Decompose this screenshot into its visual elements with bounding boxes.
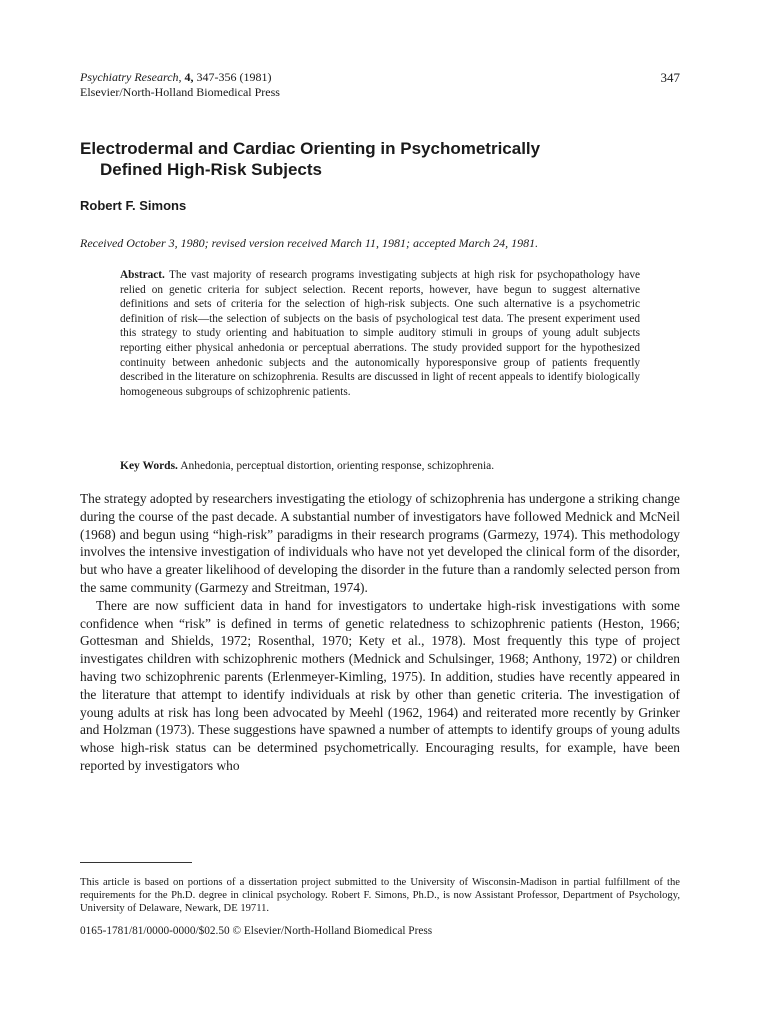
author-name: Robert F. Simons	[80, 198, 187, 213]
journal-name: Psychiatry Research,	[80, 70, 182, 84]
abstract-text: The vast majority of research programs investigating subjects at high risk for psychopathology have relied on genetic criteria for subject selection. Recent reports, however, have begun to suggest alternative definitions and sets of criteria for the selection of high-risk subjects. One such alternative is a psychometric definition of risk—the selection of subjects on the basis of psychological test data. The present experiment used this strategy to study orienting and habituation to simple auditory stimuli in groups of young adult subjects reporting either physical anhedonia or perceptual aberrations. The study provided support for the hypothesized continuity between anhedonic subjects and the autonomically hyporesponsive group of patients frequently described in the literature on schizophrenia. Results are discussed in light of recent appeals to identify biologically homogeneous subgroups of schizophrenic patients.	[120, 269, 641, 398]
publisher: Elsevier/North-Holland Biomedical Press	[80, 85, 280, 99]
footnote-divider	[80, 862, 192, 863]
body-paragraph-2: There are now sufficient data in hand for investigators to undertake high-risk investigations with some confidence when “risk” is defined in terms of genetic relatedness to schizophrenic patients (Heston, 1966; Gottesman and Shields, 1972; Rosenthal, 1970; Kety et al., 1978). Most frequently this type of project investigates children with schizophrenic mothers (Mednick and Schulsinger, 1968; Anthony, 1972) or children having two schizophrenic parents (Erlenmeyer-Kimling, 1975). In addition, studies have recently appeared in the literature that attempt to identify individuals at risk by other than genetic criteria. The investigation of young adults at risk has long been advocated by Meehl (1962, 1964) and reiterated more recently by Grinker and Holzman (1973). These suggestions have spawned a number of attempts to identify groups of young adults whose high-risk status can be determined psychometrically. Encouraging results, for example, have been reported by investigators who	[80, 597, 680, 773]
page-number: 347	[660, 70, 680, 85]
title-line-2: Defined High-Risk Subjects	[100, 160, 322, 179]
received-dates: Received October 3, 1980; revised version received March 11, 1981; accepted March 24, 1981.	[80, 236, 539, 250]
key-words-text: Anhedonia, perceptual distortion, orienting response, schizophrenia.	[180, 460, 495, 472]
journal-volume: 4,	[184, 70, 194, 84]
key-words	[120, 459, 640, 473]
body-paragraph-1: The strategy adopted by researchers investigating the etiology of schizophrenia has undergone a striking change during the course of the past decade. A substantial number of investigators have followed Mednick and McNeil (1968) and begun using “high-risk” paradigms in their research programs (Garmezy, 1974). This methodology involves the intensive investigation of individuals who have not yet developed the clinical form of the disorder, but who have a greater likelihood of developing the disorder in the future than a randomly selected person from the same community (Garmezy and Streitman, 1974).	[80, 491, 680, 595]
copyright-line: 0165-1781/81/0000-0000/$02.50 © Elsevier/North-Holland Biomedical Press	[80, 925, 433, 937]
citation-line	[80, 70, 680, 85]
article-title	[80, 138, 680, 180]
key-words-label: Key Words.	[120, 460, 178, 472]
abstract-label: Abstract.	[120, 269, 165, 281]
footnote: This article is based on portions of a dissertation project submitted to the University of Wisconsin-Madison in partial fulfillment of the requirements for the Ph.D. degree in clinical psychology. Robert F. Simons, Ph.D., is now Assistant Professor, Department of Psychology, University of Delaware, Newark, DE 19711.	[80, 877, 680, 914]
body-text	[80, 490, 680, 775]
abstract	[120, 268, 640, 399]
journal-pages-year: 347-356 (1981)	[196, 70, 272, 84]
running-header	[80, 70, 680, 100]
title-line-1: Electrodermal and Cardiac Orienting in Psychometrically	[80, 139, 541, 158]
